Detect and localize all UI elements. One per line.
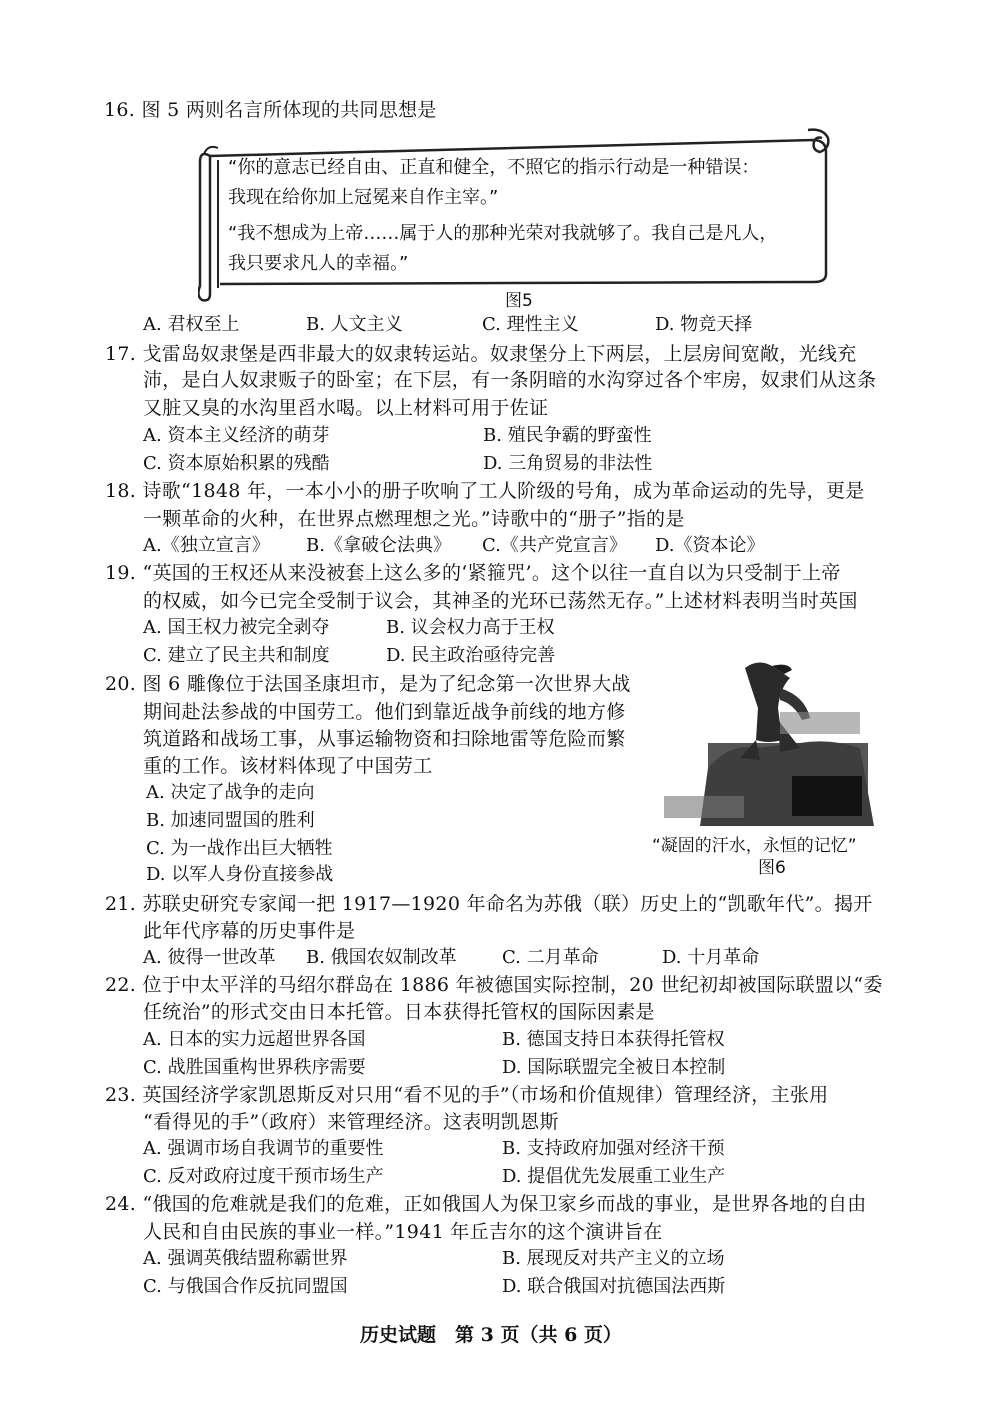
scroll-quote-line-4: 我只要求凡人的幸福。” — [228, 253, 409, 274]
q16-option-c[interactable]: C. 理性主义 — [482, 314, 579, 335]
q24-line-1: 24. “俄国的危难就是我们的危难，正如俄国人为保卫家乡而战的事业，是世界各地的自由 — [105, 1193, 867, 1215]
q20-line-3: 筑道路和战场工事，从事运输物资和扫除地雷等危险而繁 — [143, 728, 626, 750]
figure-6-label: 图6 — [758, 858, 786, 878]
q18-option-d[interactable]: D.《资本论》 — [655, 535, 765, 556]
figure-6-caption: “凝固的汗水，永恒的记忆” — [652, 836, 857, 856]
q16-option-a[interactable]: A. 君权至上 — [143, 314, 240, 335]
q20-option-a[interactable]: A. 决定了战争的走向 — [146, 782, 315, 803]
q16-option-d[interactable]: D. 物竞天择 — [655, 314, 753, 335]
q18-option-a[interactable]: A.《独立宣言》 — [143, 535, 270, 556]
q17-option-d[interactable]: D. 三角贸易的非法性 — [483, 453, 653, 474]
q23-option-a[interactable]: A. 强调市场自我调节的重要性 — [143, 1138, 384, 1159]
q17-line-2: 沛，是白人奴隶贩子的卧室；在下层，有一条阴暗的水沟穿过各个牢房，奴隶们从这条 — [143, 369, 877, 391]
q23-option-c[interactable]: C. 反对政府过度干预市场生产 — [143, 1166, 384, 1187]
q22-option-c[interactable]: C. 战胜国重构世界秩序需要 — [143, 1057, 366, 1078]
q17-option-a[interactable]: A. 资本主义经济的萌芽 — [143, 425, 330, 446]
q16-option-b[interactable]: B. 人文主义 — [306, 314, 403, 335]
q20-option-c[interactable]: C. 为一战作出巨大牺牲 — [146, 838, 333, 859]
page-footer: 历史试题 第 3 页（共 6 页） — [360, 1324, 622, 1346]
q19-option-c[interactable]: C. 建立了民主共和制度 — [143, 645, 330, 666]
q21-option-d[interactable]: D. 十月革命 — [662, 947, 760, 968]
q21-line-2: 此年代序幕的历史事件是 — [143, 920, 356, 942]
q19-option-b[interactable]: B. 议会权力高于王权 — [386, 617, 555, 638]
q19-line-2: 的权威，如今已完全受制于议会，其神圣的光环已荡然无存。”上述材料表明当时英国 — [143, 590, 858, 612]
q19-line-1: 19. “英国的王权还从来没被套上这么多的‘紧箍咒’。这个以往一直自以为只受制于上帝 — [105, 562, 841, 584]
q21-option-a[interactable]: A. 彼得一世改革 — [143, 947, 276, 968]
q17-line-1: 17. 戈雷岛奴隶堡是西非最大的奴隶转运站。奴隶堡分上下两层，上层房间宽敞，光线充 — [105, 343, 857, 365]
statue-photo — [660, 648, 882, 826]
figure-5-label: 图5 — [505, 291, 533, 311]
q23-option-d[interactable]: D. 提倡优先发展重工业生产 — [502, 1166, 726, 1187]
q22-option-a[interactable]: A. 日本的实力远超世界各国 — [143, 1029, 366, 1050]
q23-option-b[interactable]: B. 支持政府加强对经济干预 — [502, 1138, 725, 1159]
q18-option-b[interactable]: B.《拿破仑法典》 — [306, 535, 451, 556]
q20-option-b[interactable]: B. 加速同盟国的胜利 — [146, 810, 315, 831]
q24-option-d[interactable]: D. 联合俄国对抗德国法西斯 — [502, 1276, 726, 1297]
q21-option-c[interactable]: C. 二月革命 — [502, 947, 599, 968]
q24-option-c[interactable]: C. 与俄国合作反抗同盟国 — [143, 1276, 348, 1297]
q17-line-3: 又脏又臭的水沟里舀水喝。以上材料可用于佐证 — [143, 397, 549, 419]
q18-line-2: 一颗革命的火种，在世界点燃理想之光。”诗歌中的“册子”指的是 — [143, 508, 685, 530]
q22-line-2: 任统治”的形式交由日本托管。日本获得托管权的国际因素是 — [143, 1001, 655, 1023]
q16-stem: 16. 图 5 两则名言所体现的共同思想是 — [104, 99, 437, 121]
q21-option-b[interactable]: B. 俄国农奴制改革 — [306, 947, 457, 968]
q22-line-1: 22. 位于中太平洋的马绍尔群岛在 1886 年被德国实际控制，20 世纪初却被国际联盟以“委 — [105, 974, 883, 996]
scroll-quote-line-2: 我现在给你加上冠冕来自作主宰。” — [228, 187, 499, 208]
q20-option-d[interactable]: D. 以军人身份直接参战 — [146, 864, 334, 885]
q22-option-b[interactable]: B. 德国支持日本获得托管权 — [502, 1029, 725, 1050]
q21-line-1: 21. 苏联史研究专家闻一把 1917—1920 年命名为苏俄（联）历史上的“凯歌年代”。揭开 — [105, 893, 873, 915]
q17-option-b[interactable]: B. 殖民争霸的野蛮性 — [483, 425, 652, 446]
q19-option-d[interactable]: D. 民主政治亟待完善 — [386, 645, 556, 666]
q23-line-2: “看得见的手”（政府）来管理经济。这表明凯恩斯 — [143, 1111, 559, 1133]
q18-option-c[interactable]: C.《共产党宣言》 — [482, 535, 627, 556]
scroll-quote-line-3: “我不想成为上帝……属于人的那种光荣对我就够了。我自己是凡人， — [228, 223, 778, 244]
q22-option-d[interactable]: D. 国际联盟完全被日本控制 — [502, 1057, 726, 1078]
q20-line-2: 期间赴法参战的中国劳工。他们到靠近战争前线的地方修 — [143, 701, 626, 723]
scroll-quote-line-1: “你的意志已经自由、正直和健全，不照它的指示行动是一种错误： — [228, 157, 760, 178]
q24-option-b[interactable]: B. 展现反对共产主义的立场 — [502, 1248, 725, 1269]
q24-line-2: 人民和自由民族的事业一样。”1941 年丘吉尔的这个演讲旨在 — [143, 1221, 663, 1243]
q23-line-1: 23. 英国经济学家凯恩斯反对只用“看不见的手”（市场和价值规律）管理经济，主张用 — [105, 1084, 829, 1106]
q18-line-1: 18. 诗歌“1848 年，一本小小的册子吹响了工人阶级的号角，成为革命运动的先导，更是 — [105, 480, 865, 502]
q24-option-a[interactable]: A. 强调英俄结盟称霸世界 — [143, 1248, 348, 1269]
q20-line-4: 重的工作。该材料体现了中国劳工 — [143, 755, 433, 777]
q17-option-c[interactable]: C. 资本原始积累的残酷 — [143, 453, 330, 474]
q19-option-a[interactable]: A. 国王权力被完全剥夺 — [143, 617, 330, 638]
q20-line-1: 20. 图 6 雕像位于法国圣康坦市，是为了纪念第一次世界大战 — [105, 673, 631, 695]
